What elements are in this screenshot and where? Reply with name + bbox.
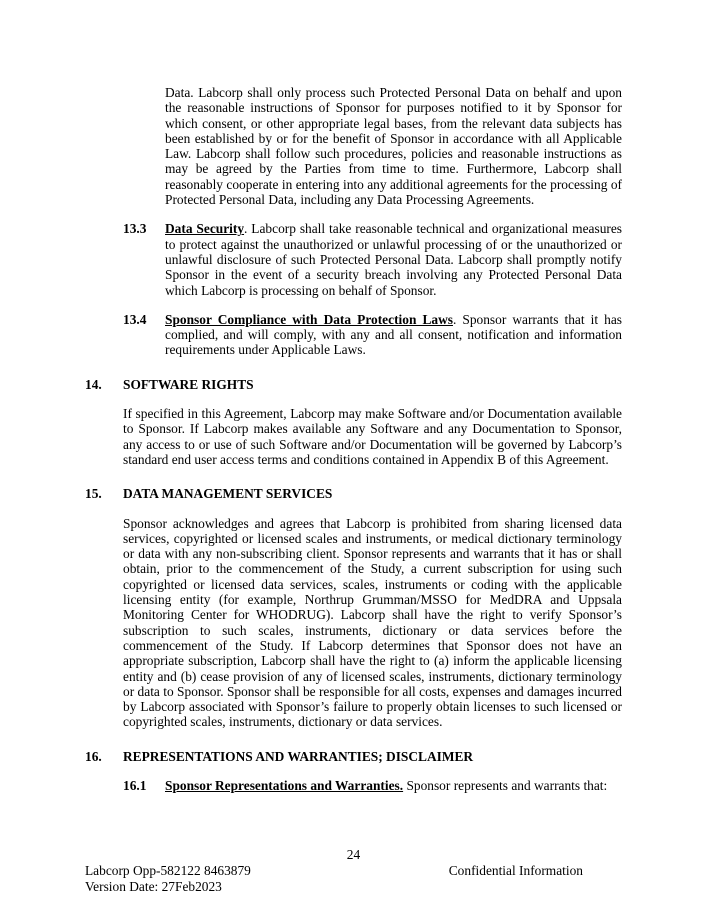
clause-13-4-heading: Sponsor Compliance with Data Protection Laws — [165, 311, 453, 327]
page-footer — [85, 847, 622, 894]
footer-confidential-label: Confidential Information — [448, 863, 583, 879]
section-14-title: SOFTWARE RIGHTS — [123, 376, 254, 392]
clause-16-1 — [123, 778, 622, 793]
section-15-heading — [85, 486, 622, 501]
section-15-title: DATA MANAGEMENT SERVICES — [123, 486, 333, 502]
section-14-number: 14. — [85, 376, 102, 392]
clause-13-3-heading: Data Security — [165, 221, 245, 237]
section-14-body: If specified in this Agreement, Labcorp may make Software and/or Documentation available to Sponsor. If Labcorp makes available any Software and any Documentation to Sponsor, any access to or use of such Software and/or Documentation will be governed by Labcorp’s standard end user access terms and conditions contained in Appendix B of this Agreement. — [123, 406, 622, 467]
section-16-title: REPRESENTATIONS AND WARRANTIES; DISCLAIMER — [123, 748, 474, 764]
section-15-body: Sponsor acknowledges and agrees that Labcorp is prohibited from sharing licensed data services, copyrighted or licensed scales and instruments, or medical dictionary terminology or data with any non-subscribing client. Sponsor represents and warrants that it has or shall obtain, prior to the commencement of the Study, a current subscription for using such copyrighted or licensed data services, scales, instruments or coding with the applicable licensing entity (for example, Northrup Grumman/MSSO for MedDRA and Uppsala Monitoring Center for WHODRUG). Labcorp shall have the right to verify Sponsor’s subscription to such scales, instruments, dictionary or data services before the commencement of the Study. If Labcorp determines that Sponsor does not have an appropriate subscription, Labcorp shall have the right to (a) inform the applicable licensing entity and (b) cease provision of any of licensed scales, instruments, dictionary terminology or data to Sponsor. Sponsor shall be responsible for all costs, expenses and damages incurred by Labcorp associated with Sponsor’s failure to properly obtain licenses to such licensed or copyrighted scales, instruments, dictionary or data services. — [123, 515, 622, 730]
clause-13-3-text — [165, 221, 622, 297]
clause-13-3 — [123, 221, 622, 297]
page-number: 24 — [346, 847, 361, 862]
footer-row — [85, 863, 622, 894]
clause-13-4-text — [165, 312, 622, 358]
section-16-number: 16. — [85, 748, 102, 764]
clause-13-4 — [123, 312, 622, 358]
clause-13-3-body: . Labcorp shall take reasonable technical and organizational measures to protect against the unauthorized or unlawful processing of or the unauthorized or unlawful disclosure of such Protected Personal Data. Labcorp shall promptly notify Sponsor in the event of a security breach involving any Protected Personal Data which Labcorp is processing on behalf of Sponsor. — [165, 221, 623, 298]
clause-13-4-number: 13.4 — [123, 311, 147, 327]
footer-left — [85, 863, 251, 894]
footer-version-date: Version Date: 27Feb2023 — [85, 878, 222, 894]
paragraph-13-2-continuation: Data. Labcorp shall only process such Protected Personal Data on behalf and upon the reasonable instructions of Sponsor for purposes notified to it by Sponsor for which consent, or other appropriate legal bases, from the relevant data subjects has been established by or for the benefit of Sponsor in accordance with all Applicable Law. Labcorp shall follow such procedures, policies and reasonable instructions as may be agreed by the Parties from time to time. Furthermore, Labcorp shall reasonably cooperate in entering into any additional agreements for the processing of Protected Personal Data, including any Data Processing Agreements. — [165, 85, 622, 208]
clause-16-1-heading: Sponsor Representations and Warranties. — [165, 777, 404, 793]
clause-13-4-body: . Sponsor warrants that it has complied, and will comply, with any and all consent, notification and information requirements under Applicable Laws. — [165, 311, 622, 358]
section-16-heading — [85, 749, 622, 764]
clause-13-3-number: 13.3 — [123, 221, 147, 237]
section-14-heading — [85, 377, 622, 392]
footer-doc-id: Labcorp Opp-582122 8463879 — [85, 863, 251, 879]
section-15-number: 15. — [85, 486, 102, 502]
clause-16-1-body: Sponsor represents and warrants that: — [403, 777, 608, 793]
clause-16-1-text — [165, 778, 622, 793]
clause-16-1-number: 16.1 — [123, 777, 147, 793]
document-body — [85, 85, 622, 793]
